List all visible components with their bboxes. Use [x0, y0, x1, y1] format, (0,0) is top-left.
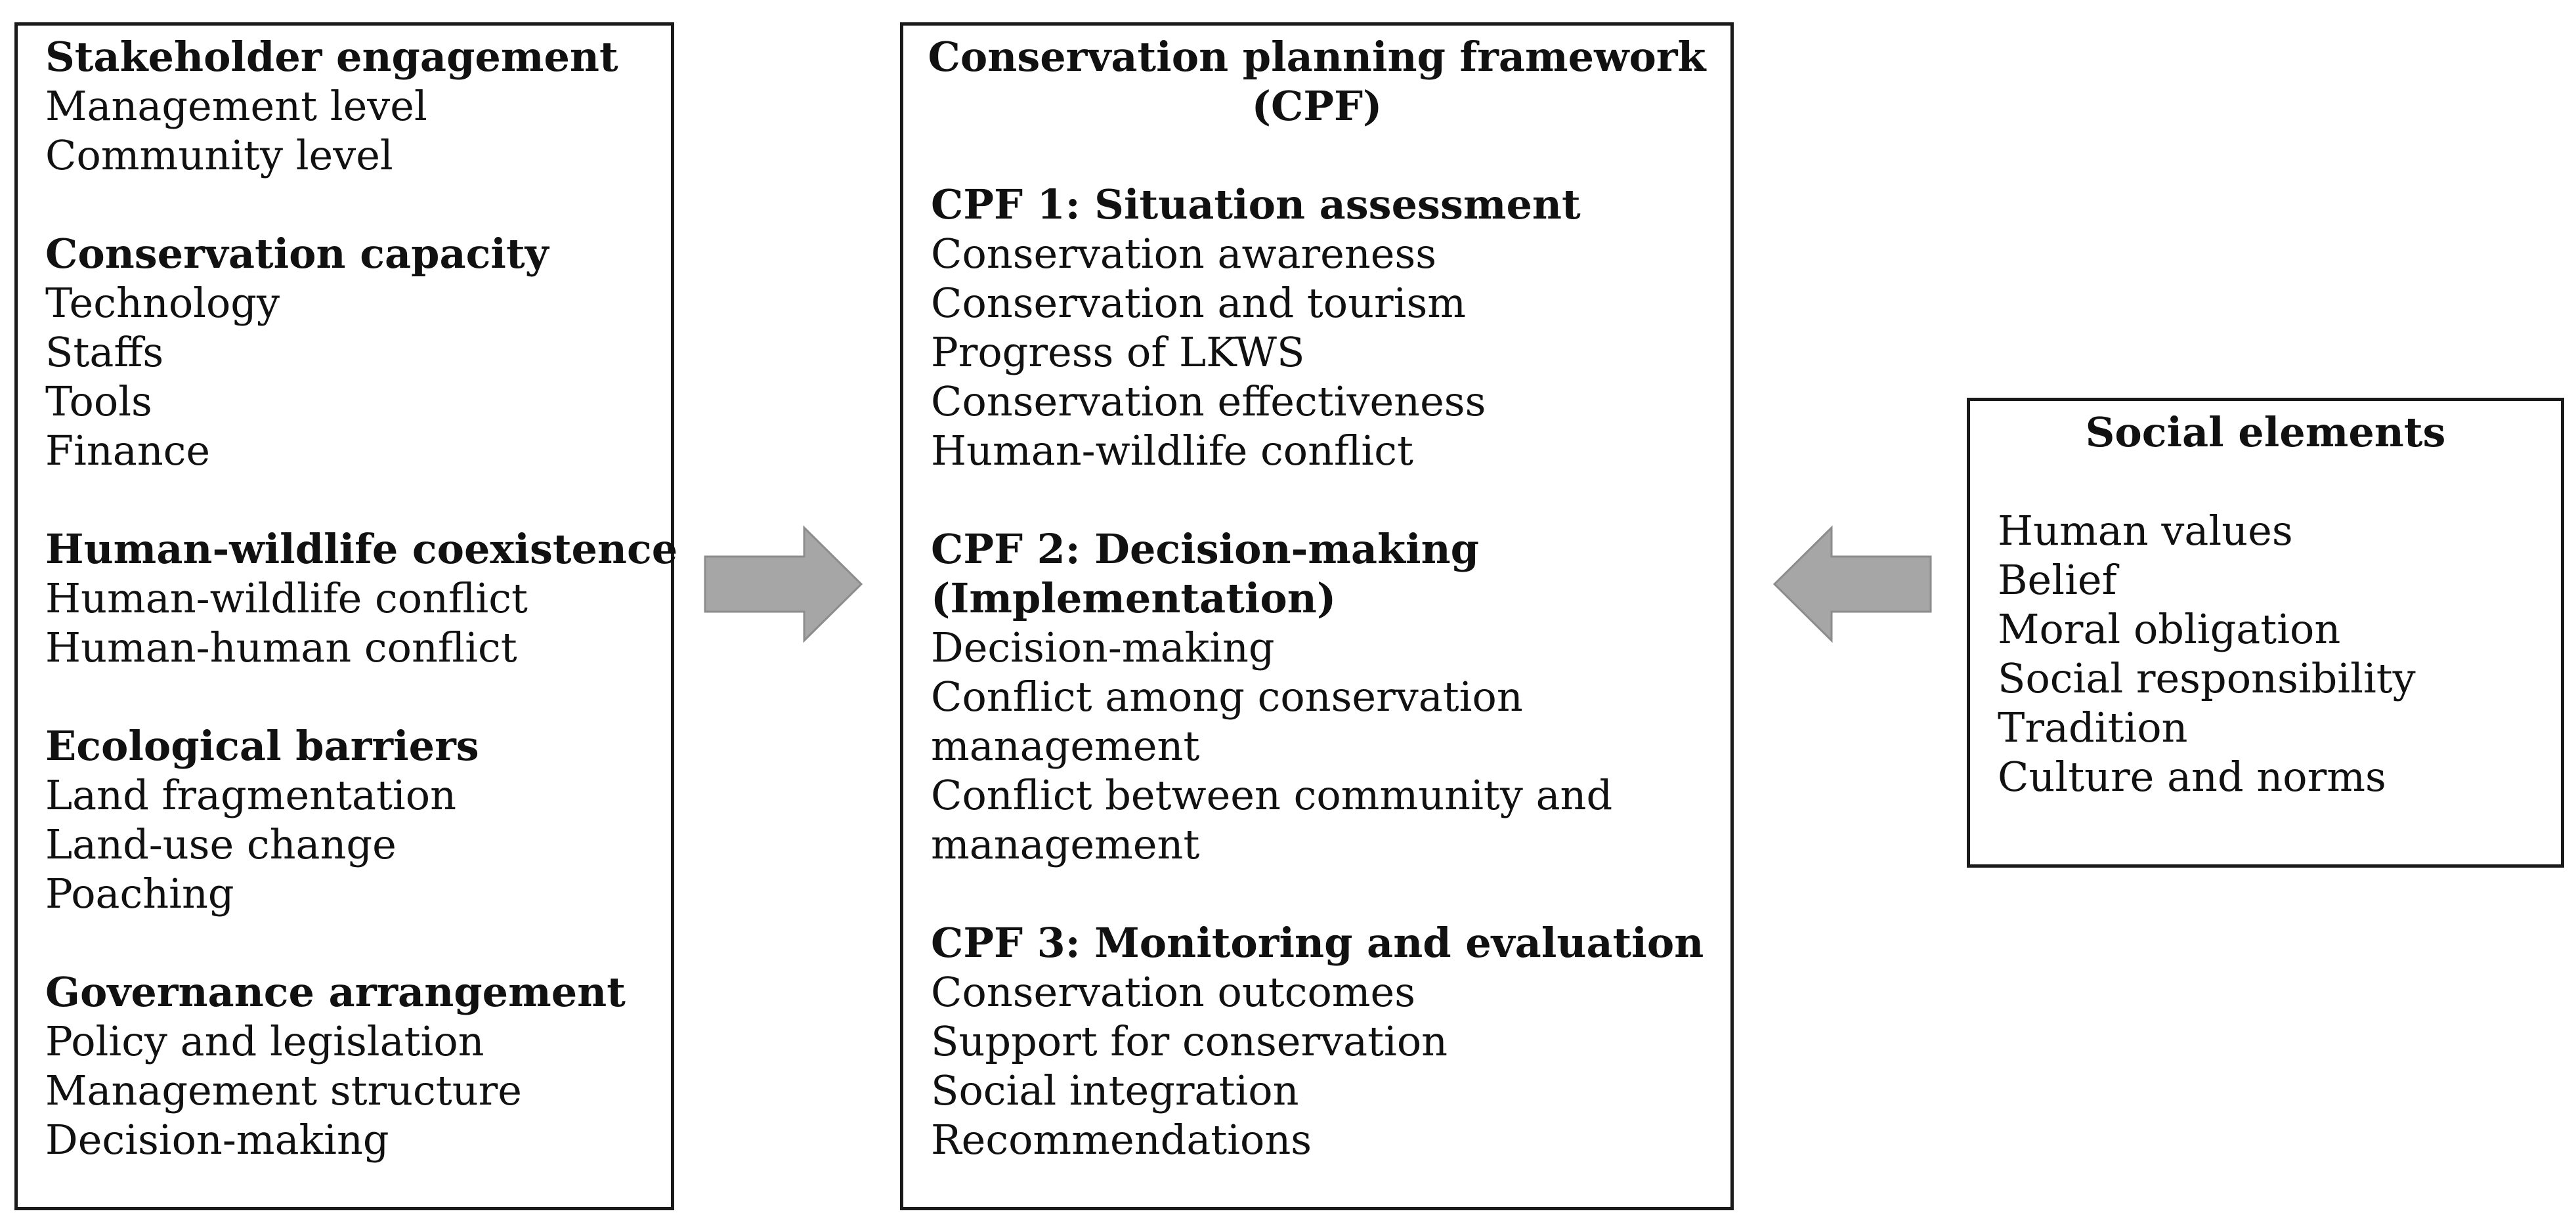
group-heading: Stakeholder engagement [45, 33, 618, 81]
list-item: Human values [1998, 507, 2293, 555]
cpf-3-group [931, 918, 1717, 1164]
stakeholder-engagement-group [45, 32, 671, 180]
arrow-left-icon [1769, 525, 1933, 643]
list-item: Recommendations [931, 1116, 1312, 1164]
cpf-2-group [931, 524, 1717, 869]
list-item: Tradition [1998, 704, 2188, 751]
list-item: Conflict among conservation management [931, 673, 1523, 770]
group-heading: CPF 3: Monitoring and evaluation [931, 919, 1704, 967]
factors-box [14, 22, 678, 1210]
list-item: Decision-making [45, 1116, 389, 1164]
list-item: Tools [45, 377, 152, 425]
list-item: Social integration [931, 1067, 1299, 1114]
governance-arrangement-group [45, 967, 671, 1164]
cpf-box [900, 22, 1734, 1210]
group-heading: Conservation capacity [45, 230, 549, 278]
list-item: Conservation effectiveness [931, 377, 1486, 425]
list-item: Social responsibility [1998, 654, 2416, 702]
list-item: Technology [45, 279, 280, 327]
list-item: Belief [1998, 556, 2117, 604]
list-item: Management level [45, 82, 427, 130]
cpf-1-group [931, 180, 1717, 475]
group-heading: Human-wildlife coexistence [45, 525, 678, 573]
list-item: Staffs [45, 328, 164, 376]
list-item: Conservation awareness [931, 230, 1437, 278]
list-item: Poaching [45, 870, 234, 918]
list-item: Conflict between community and management [931, 771, 1613, 868]
list-item: Management structure [45, 1067, 522, 1114]
arrow-right-icon [702, 525, 867, 643]
cpf-title: Conservation planning framework (CPF) [928, 33, 1706, 130]
list-item: Decision-making [931, 624, 1275, 671]
social-elements-title: Social elements [2085, 408, 2446, 456]
list-item: Culture and norms [1998, 753, 2386, 801]
list-item: Human-wildlife conflict [931, 427, 1413, 475]
list-item: Human-wildlife conflict [45, 574, 528, 622]
group-heading: Ecological barriers [45, 722, 479, 770]
group-heading: Governance arrangement [45, 968, 626, 1016]
list-item: Land-use change [45, 820, 397, 868]
list-item: Conservation and tourism [931, 279, 1467, 327]
list-item: Conservation outcomes [931, 968, 1416, 1016]
list-item: Policy and legislation [45, 1017, 484, 1065]
group-heading: CPF 2: Decision-making (Implementation) [931, 525, 1480, 622]
social-elements-box [1967, 398, 2564, 868]
list-item: Progress of LKWS [931, 328, 1305, 376]
conservation-capacity-group [45, 229, 671, 475]
list-item: Community level [45, 131, 393, 179]
list-item: Finance [45, 427, 211, 475]
list-item: Support for conservation [931, 1017, 1448, 1065]
list-item: Human-human conflict [45, 624, 517, 671]
list-item: Moral obligation [1998, 605, 2341, 653]
list-item: Land fragmentation [45, 771, 456, 819]
group-heading: CPF 1: Situation assessment [931, 180, 1581, 228]
human-wildlife-coexistence-group [45, 524, 678, 672]
ecological-barriers-group [45, 721, 671, 918]
